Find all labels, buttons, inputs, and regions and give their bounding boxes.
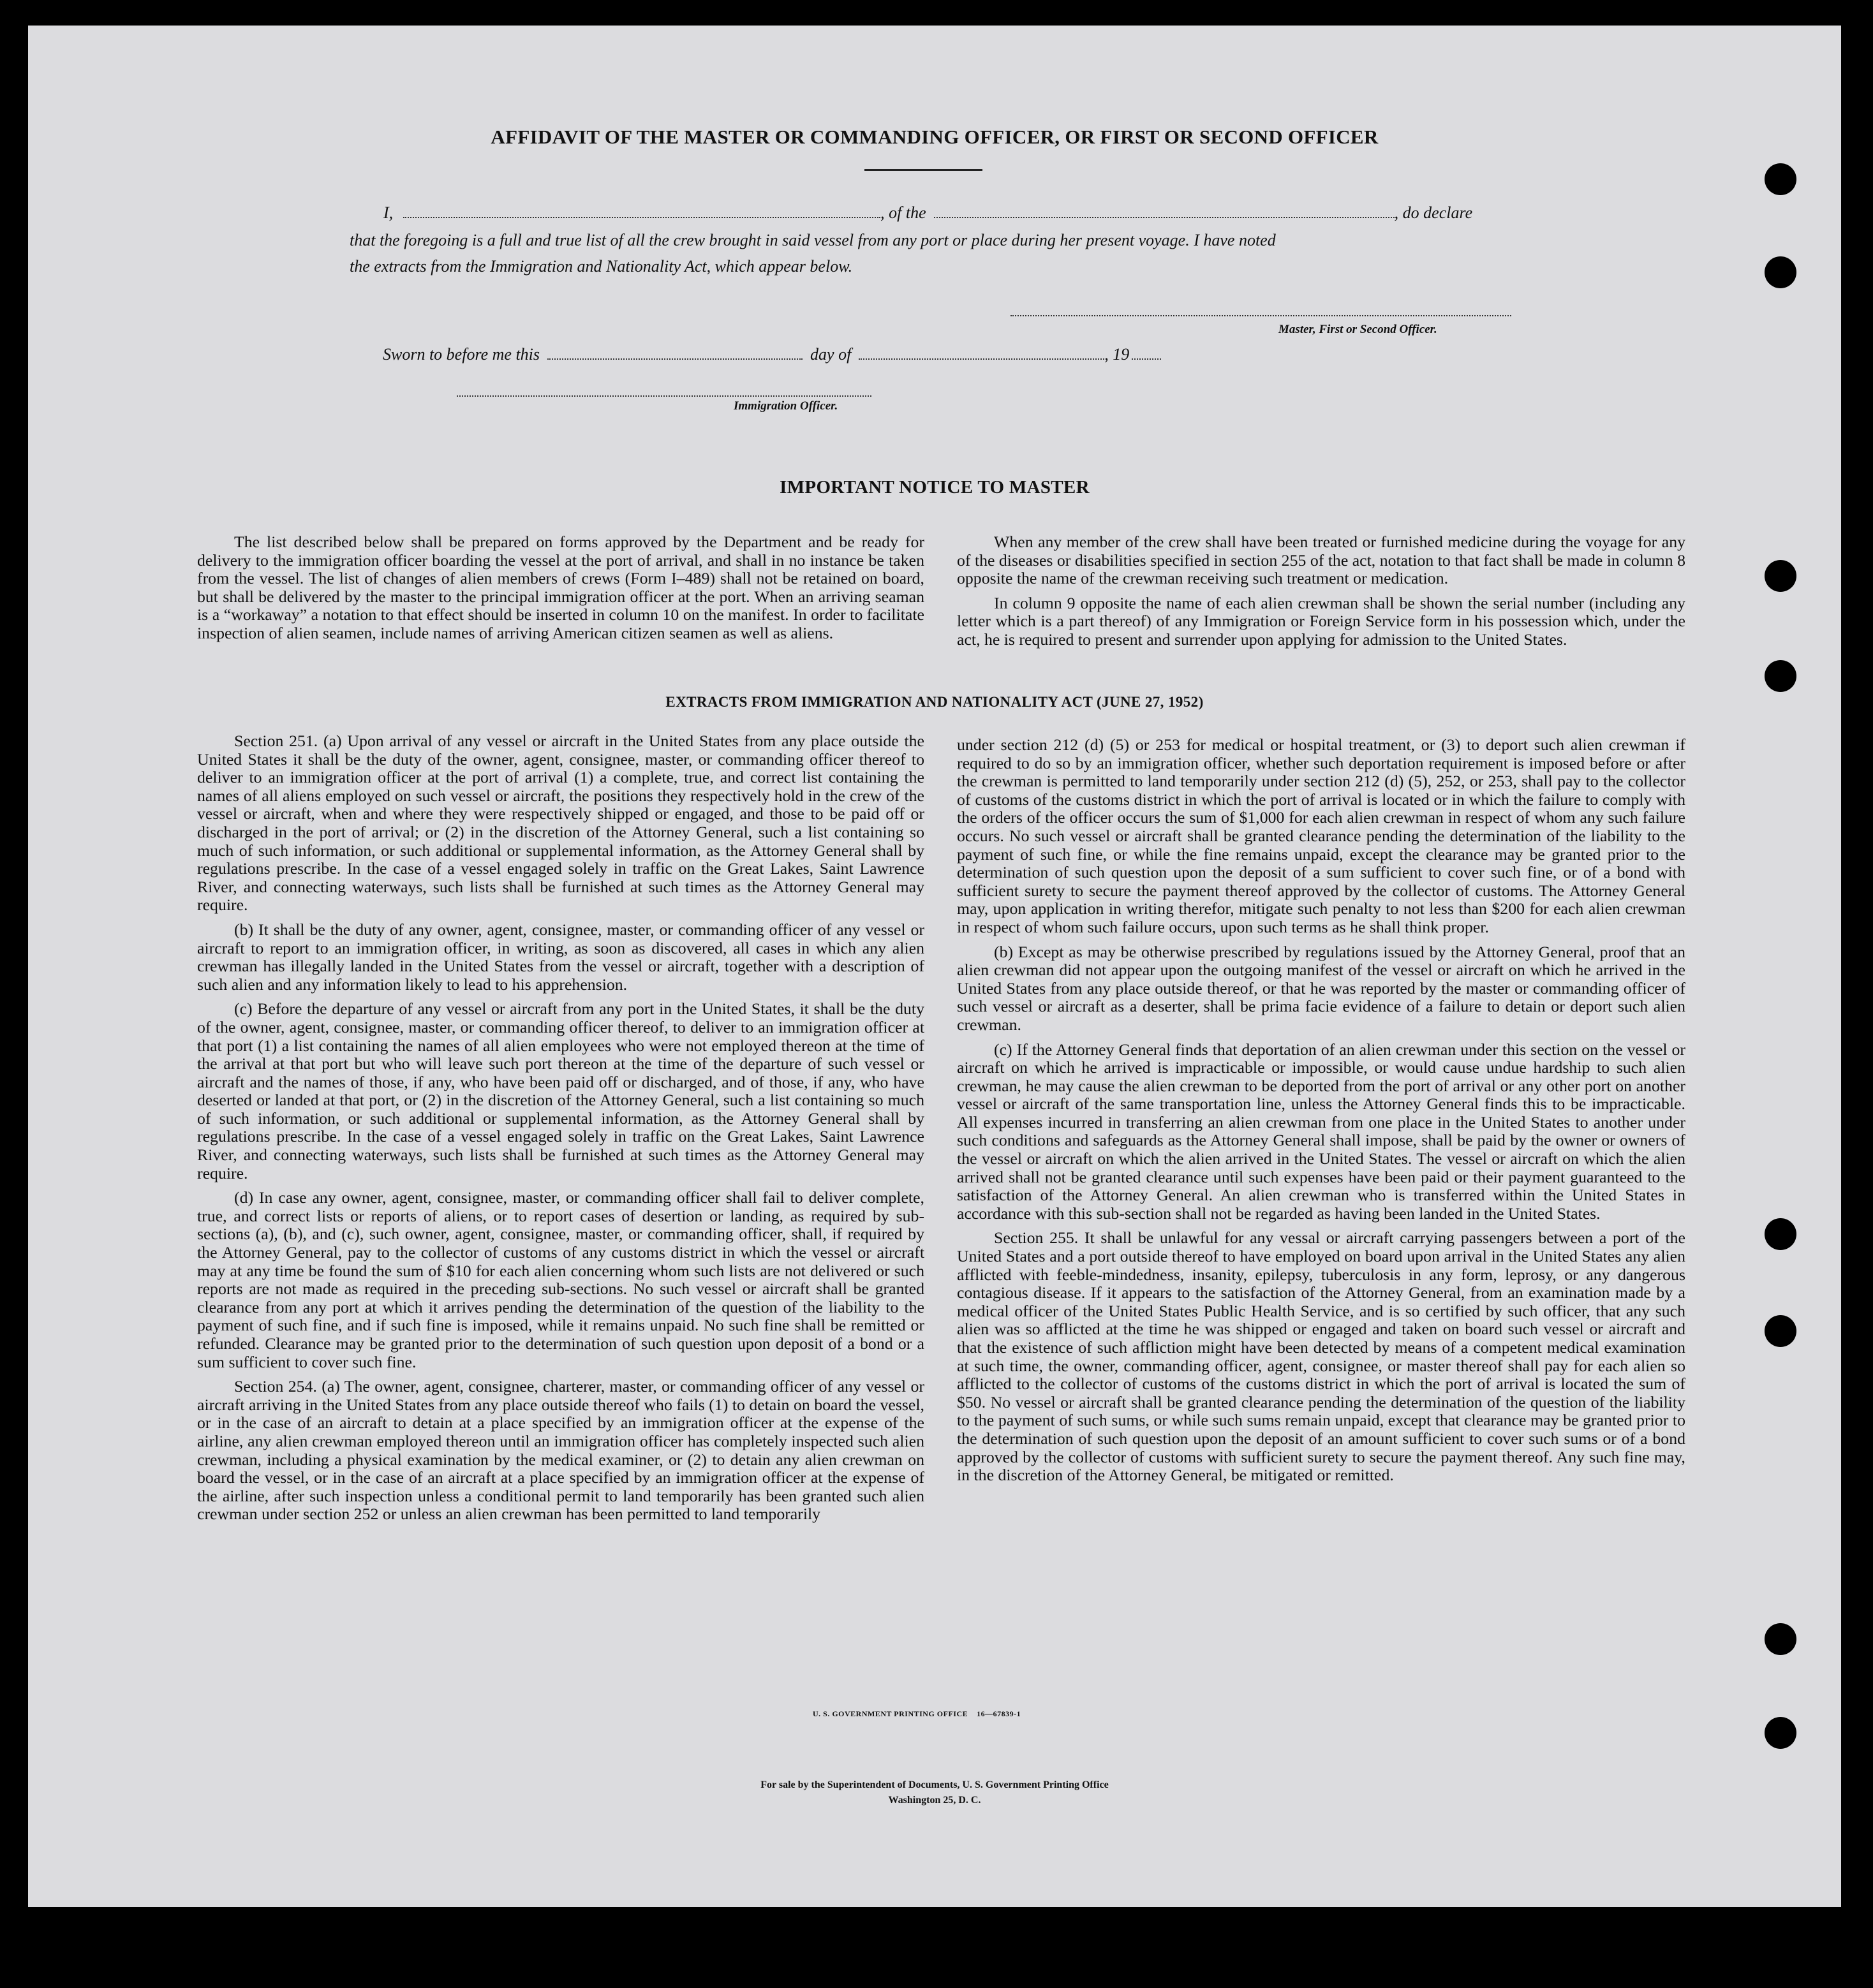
notice-right-paragraph-2: In column 9 opposite the name of each alien crewman shall be shown the serial number (including any letter which is a part thereof) of any Immigration or Foreign Service form in his possession which, under the act, he is required to present and surrender upon applying for admission to the United States. — [957, 593, 1685, 649]
section-251-a: Section 251. (a) Upon arrival of any vessel or aircraft in the United States from any place outside the United States it shall be the duty of the owner, agent, consignee, master, or commanding officer thereof to deliver to an immigration officer at the port of arrival (1) a complete, true, and correct list containing the names of all aliens employed on such vessel or aircraft, the positions they respectively hold in the crew of the vessel or aircraft, when and where they were respectively shipped or engaged, and those to be paid off or discharged in the port of arrival; or (2) in the discretion of the Attorney General, such a list containing so much of such information, or such additional or supplemental information, as the Attorney General shall by regulations prescribe. In the case of a vessel engaged solely in traffic on the Great Lakes, Saint Lawrence River, and connecting waterways, such lists shall be furnished at such times as the Attorney General may require. — [197, 732, 924, 915]
form-page — [28, 26, 1841, 1907]
affidavit-statement-line-1: that the foregoing is a full and true list of all the crew brought in said vessel from any port or place during her present voyage. I have noted — [350, 231, 1276, 249]
binder-hole — [1765, 660, 1796, 692]
section-251-b: (b) It shall be the duty of any owner, agent, consignee, master, or commanding officer of any vessel or aircraft to report to an immigration officer, in writing, as soon as discovered, all cases in which any alien crewman has illegally landed in the United States from the vessel or aircraft, together with a description of such alien and any information likely to lead to his apprehension. — [197, 920, 924, 994]
year-label: , 19 — [1104, 345, 1130, 364]
binder-hole — [1765, 256, 1796, 288]
binder-hole — [1765, 1623, 1796, 1655]
immigration-officer-signature-field[interactable] — [457, 394, 871, 397]
notice-right-paragraph-1: When any member of the crew shall have been treated or furnished medicine during the voyage for any of the diseases or disabilities specified in section 255 of the act, notation to that fact shall be made in column 8 opposite the name of the crewman receiving such treatment or medication. — [957, 533, 1685, 588]
binder-hole — [1765, 1717, 1796, 1749]
binder-hole — [1765, 1218, 1796, 1250]
printing-office-imprint: U. S. GOVERNMENT PRINTING OFFICE 16—67839-1 — [813, 1709, 1021, 1718]
for-sale-line-2: Washington 25, D. C. — [888, 1795, 981, 1806]
affidavit-title: AFFIDAVIT OF THE MASTER OR COMMANDING OFFICER, OR FIRST OR SECOND OFFICER — [491, 126, 1379, 148]
sworn-year-field[interactable] — [1132, 344, 1161, 360]
extracts-right-column — [957, 736, 1685, 1491]
sworn-label: Sworn to before me this — [383, 345, 540, 364]
section-254-a-continued: under section 212 (d) (5) or 253 for medical or hospital treatment, or (3) to deport such alien crewman if required to do so by an immigration officer, whether such deportation requirement is imposed before or after the crewman is permitted to land temporarily under section 212 (d) (5), 252, or 253, shall pay to the collector of customs of the customs district in which the port of arrival is located or in which the failure to comply with the orders of the officer occurs the sum of $1,000 for each alien crewman in respect of whom any such failure occurs. No such vessel or aircraft shall be granted clearance pending the determination of the liability to the payment of such fine, or while the fine remains unpaid, except the clearance may be granted prior to the determination of such question upon the deposit of a sum sufficient to cover such fine, or of a bond with sufficient surety to secure the payment thereof approved by the collector of customs. The Attorney General may, upon application in writing therefor, mitigate such penalty to not less than $200 for each alien crewman in respect of whom such failure occurs, upon such terms as he shall think proper. — [957, 735, 1685, 936]
notice-left-paragraph: The list described below shall be prepared on forms approved by the Department and be ready for delivery to the immigration officer boarding the vessel at the port of arrival, and shall in no instance be taken from the vessel. The list of changes of alien members of crews (Form I–489) shall not be retained on board, but shall be delivered by the master to the principal immigration officer at the port. When an arriving seaman is a “workaway” a notation to that effect should be inserted in column 10 on the manifest. In order to facilitate inspection of alien seamen, include names of arriving American citizen seamen as well as aliens. — [197, 533, 924, 642]
binder-hole — [1765, 560, 1796, 592]
section-254-b: (b) Except as may be otherwise prescribed by regulations issued by the Attorney General, proof that an alien crewman did not appear upon the outgoing manifest of the vessel or aircraft on which he arrived in the United States from any place outside thereof, or that he was reported by the master or commanding officer of such vessel or aircraft as a deserter, shall be prima facie evidence of a failure to detain or deport such alien crewman. — [957, 942, 1685, 1034]
for-sale-line-1: For sale by the Superintendent of Documents, U. S. Government Printing Office — [760, 1779, 1109, 1790]
affiant-line — [383, 203, 1532, 223]
extracts-title: EXTRACTS FROM IMMIGRATION AND NATIONALITY ACT (JUNE 27, 1952) — [665, 694, 1204, 710]
notice-left-column — [197, 533, 924, 649]
i-label: I, — [383, 203, 394, 222]
sworn-month-field[interactable] — [859, 344, 1104, 360]
section-254-c: (c) If the Attorney General finds that deportation of an alien crewman under this section on the vessel or aircraft on which he arrived is impracticable or impossible, or would cause undue hardship to such alien crewman, he may cause the alien crewman to be deported from the port of arrival or any other port on another vessel or aircraft of the same transportation line, unless the Attorney General finds this to be impracticable. All expenses incurred in transferring an alien crewman from one place in the United States to another under such conditions and safeguards as the Attorney General shall impose, shall be paid by the owner or owners of the vessel or aircraft on which the alien arrived in the United States. The vessel or aircraft on which the alien arrived shall not be granted clearance until such expenses have been paid or their payment guaranteed to the satisfaction of the Attorney General. An alien crewman who is transferred within the United States in accordance with this sub-section shall not be regarded as having been landed in the United States. — [957, 1040, 1685, 1223]
name-field[interactable] — [403, 203, 880, 218]
section-254-a: Section 254. (a) The owner, agent, consignee, charterer, master, or commanding officer of any vessel or aircraft arriving in the United States from any place outside thereof who fails (1) to detain on board the vessel, or in the case of an aircraft to detain at a place specified by an immigration officer at the expense of the airline, any alien crewman employed thereon until an immigration officer has completely inspected such alien crewman, including a physical examination by the medical examiner, or (2) to detain any alien crewman on board the vessel, or in the case of an aircraft at a place specified by an immigration officer at the expense of the airline, after such inspection unless a conditional permit to land temporarily has been granted such alien crewman under section 252 or unless an alien crewman has been permitted to land temporarily — [197, 1377, 924, 1524]
section-255: Section 255. It shall be unlawful for any vessal or aircraft carrying passengers between a port of the United States and a port outside thereof to have employed on board upon arrival in the United States any alien afflicted with feeble-mindedness, insanity, epilepsy, tuberculosis in any form, leprosy, or any dangerous contagious disease. If it appears to the satisfaction of the Attorney General, from an examination made by a medical officer of the United States Public Health Service, and is so certified by such officer, that any such alien was so afflicted at the time he was shipped or engaged and taken on board such vessel or aircraft and that the existence of such affliction might have been detected by means of a competent medical examination at such time, the owner, commanding officer, agent, consignee, or master thereof shall pay for each alien so afflicted to the collector of customs of the customs district in which the port of arrival is located the sum of $50. No vessel or aircraft shall be granted clearance pending the determination of the question of the liability to the payment of such sums, or while such sums remain unpaid, except that clearance may be granted prior to the determination of such question upon the deposit of an amount sufficient to cover such sums or of a bond approved by the collector of customs with sufficient surety to secure the payment thereof. Any such fine may, in the discretion of the Attorney General, be mitigated or remitted. — [957, 1228, 1685, 1485]
do-declare-label: , do declare — [1394, 203, 1473, 222]
sworn-day-field[interactable] — [547, 344, 803, 360]
master-signature-field[interactable] — [1011, 314, 1511, 316]
notice-title: IMPORTANT NOTICE TO MASTER — [780, 477, 1090, 497]
sworn-line — [383, 344, 1276, 364]
vessel-field[interactable] — [934, 203, 1395, 218]
binder-hole — [1765, 1315, 1796, 1347]
day-of-label: day of — [810, 345, 852, 364]
of-the-label: , of the — [880, 203, 926, 222]
affidavit-statement-line-2: the extracts from the Immigration and Nationality Act, which appear below. — [350, 257, 853, 276]
master-signature-label: Master, First or Second Officer. — [1278, 323, 1437, 336]
section-251-c: (c) Before the departure of any vessel or aircraft from any port in the United States, it shall be the duty of the owner, agent, consignee, master, or commanding officer thereof, to deliver to an immigration officer at that port (1) a list containing the names of all alien employees who were not employed thereon at the time of the arrival at that port but who will leave such port thereon at the time of the departure of such vessel or aircraft and the names of those, if any, who have been paid off or discharged, and of those, if any, who have deserted or landed at that port, or (2) in the discretion of the Attorney General, such a list containing so much of such information, or such additional or supplemental information, as the Attorney General shall by regulations prescribe. In the case of a vessel engaged solely in traffic on the Great Lakes, Saint Lawrence River, and connecting waterways, such lists shall be furnished at such times as the Attorney General may require. — [197, 999, 924, 1182]
notice-right-column — [957, 533, 1685, 656]
title-rule — [864, 169, 982, 171]
section-251-d: (d) In case any owner, agent, consignee, master, or commanding officer shall fail to deliver complete, true, and correct lists or reports of aliens, or to report cases of desertion or landing, as required by sub-sections (a), (b), and (c), such owner, agent, consignee, master, or commanding officer, shall, if required by the Attorney General, pay to the collector of customs of any customs district in which the vessel or aircraft may at any time be found the sum of $10 for each alien concerning whom such lists are not delivered or such reports are not made as required in the preceding sub-sections. No such vessel or aircraft shall be granted clearance from any port at which it arrives pending the determination of the question of the liability to the payment of such fine, and if such fine is imposed, while it remains unpaid. No such fine shall be remitted or refunded. Clearance may be granted prior to the determination of such question upon deposit of a bond or a sum sufficient to cover such fine. — [197, 1188, 924, 1371]
binder-hole — [1765, 163, 1796, 195]
immigration-officer-label: Immigration Officer. — [734, 399, 838, 413]
extracts-left-column — [197, 732, 924, 1530]
